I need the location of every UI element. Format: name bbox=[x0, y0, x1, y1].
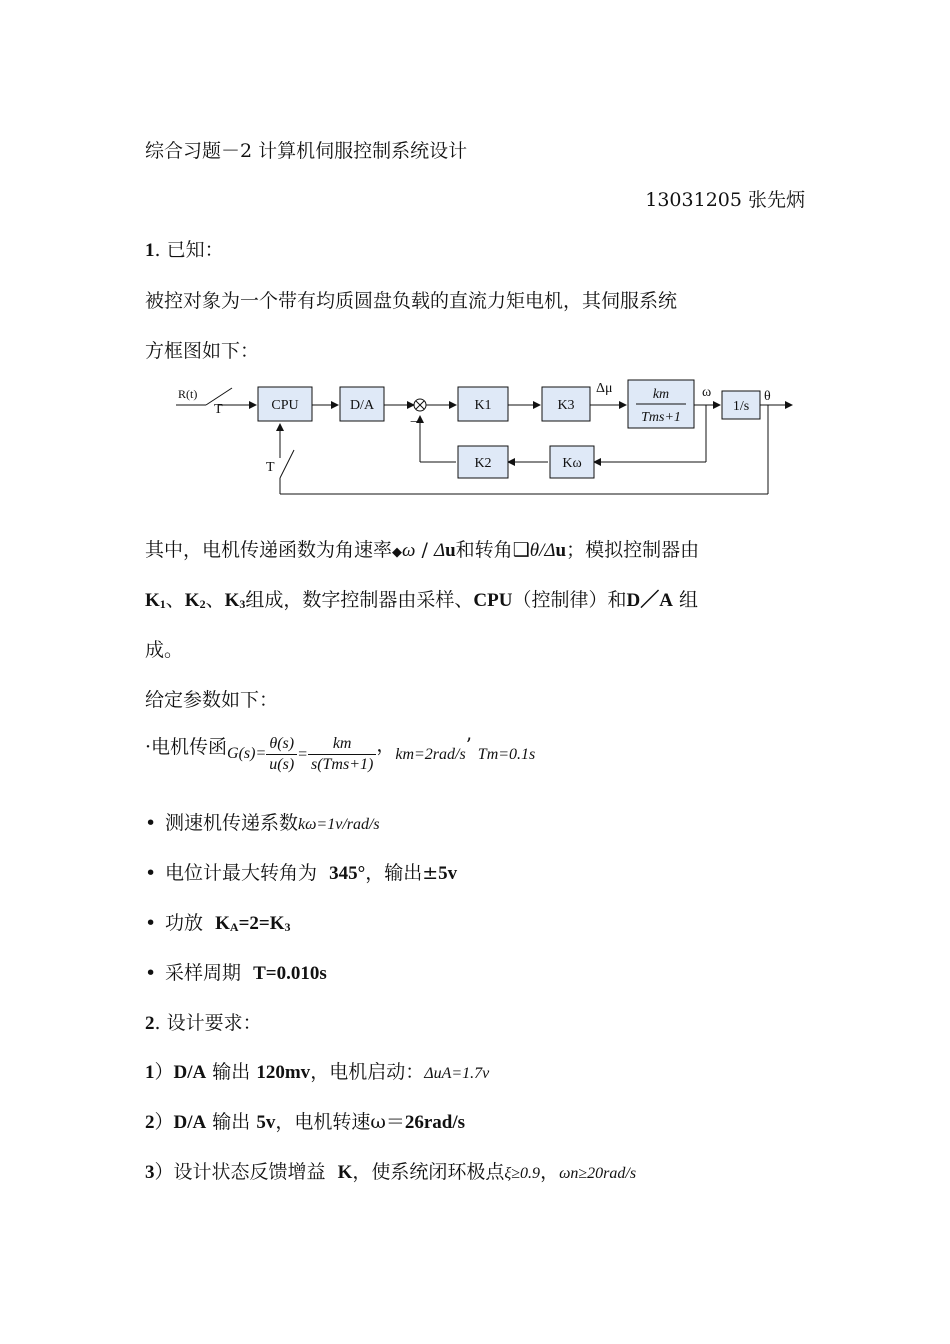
fraction-numerator: km bbox=[308, 734, 376, 755]
desc-line-2 bbox=[145, 587, 698, 617]
desc-line-1 bbox=[145, 537, 699, 566]
plant-denominator: Tms+1 bbox=[641, 410, 681, 425]
section-sep: . bbox=[154, 239, 161, 261]
separator: 、 bbox=[165, 589, 185, 611]
req-value: 120mv bbox=[256, 1062, 311, 1083]
k2-subscript: 2 bbox=[199, 597, 206, 611]
param-math: kω=1v/rad/s bbox=[298, 816, 380, 833]
desc-omega: ω bbox=[402, 540, 416, 561]
desc-delta: Δ bbox=[433, 540, 446, 561]
req-text: 输出 bbox=[212, 1111, 251, 1133]
desc-line-3: 成。 bbox=[145, 639, 184, 661]
section-number: 2 bbox=[145, 1013, 155, 1034]
requirement-3 bbox=[145, 1159, 636, 1187]
req-text: 设计状态反馈增益 bbox=[173, 1161, 326, 1183]
ka-symbol: K bbox=[215, 913, 230, 934]
req-paren: ） bbox=[154, 1161, 174, 1183]
fraction-theta-u bbox=[266, 734, 297, 775]
req-text: ，电机转速ω＝ bbox=[275, 1111, 405, 1133]
req-number: 3 bbox=[145, 1162, 155, 1183]
formula-comma: ’ bbox=[465, 734, 472, 756]
ka-subscript: A bbox=[229, 920, 239, 934]
param-text: 电位计最大转角为 bbox=[165, 862, 318, 884]
param-text: 功放 bbox=[165, 912, 204, 934]
fraction-numerator: θ(s) bbox=[266, 734, 297, 755]
desc-slash: / bbox=[421, 539, 428, 561]
k3-subscript: 3 bbox=[239, 597, 246, 611]
k1-subscript: 1 bbox=[159, 597, 166, 611]
k3-subscript: 3 bbox=[284, 920, 291, 934]
square-icon: ❑ bbox=[512, 539, 530, 561]
fraction-denominator: u(s) bbox=[269, 755, 295, 773]
section-1-heading bbox=[145, 237, 224, 264]
k3-symbol: K bbox=[224, 590, 240, 611]
k1-label: K1 bbox=[474, 398, 492, 413]
k1-symbol: K bbox=[145, 590, 160, 611]
bullet-icon: • bbox=[145, 862, 157, 884]
intro-line-1: 被控对象为一个带有均质圆盘负载的直流力矩电机，其伺服系统 bbox=[145, 290, 678, 312]
author: 13031205 张先炳 bbox=[645, 189, 805, 211]
params-label: 给定参数如下： bbox=[145, 689, 279, 711]
req-value: 26rad/s bbox=[404, 1112, 466, 1133]
desc-text: 和转角 bbox=[455, 539, 513, 561]
desc-theta: θ/Δ bbox=[529, 540, 556, 561]
separator: 、 bbox=[205, 589, 225, 611]
desc-text: 组 bbox=[678, 589, 698, 611]
param-transfer-function bbox=[145, 731, 535, 777]
param-amplifier bbox=[145, 910, 291, 940]
desc-text: （控制律）和 bbox=[512, 589, 627, 611]
page-title: 综合习题－2 计算机伺服控制系统设计 bbox=[145, 140, 468, 162]
diamond-icon: ◆ bbox=[392, 545, 403, 560]
desc-u: u bbox=[555, 540, 567, 561]
bullet-icon: • bbox=[145, 812, 157, 834]
req-math: ξ≥0.9 bbox=[504, 1165, 541, 1182]
block-diagram bbox=[170, 372, 810, 504]
formula-comma: ， bbox=[376, 734, 396, 756]
req-text: ，电机启动： bbox=[310, 1061, 425, 1083]
k2-label: K2 bbox=[474, 456, 492, 471]
km-value: km=2rad/s bbox=[395, 746, 466, 763]
req-comma: ， bbox=[540, 1161, 560, 1183]
formula-equals: = bbox=[297, 746, 308, 763]
desc-text: 组成，数字控制器由采样、 bbox=[245, 589, 474, 611]
k2-symbol: K bbox=[184, 590, 200, 611]
section-number: 1 bbox=[145, 240, 155, 261]
cpu-label: CPU bbox=[271, 398, 299, 413]
da-label: D/A bbox=[349, 398, 375, 413]
req-value: 5v bbox=[256, 1112, 276, 1133]
param-value: 5v bbox=[438, 863, 458, 884]
req-math: ωn≥20rad/s bbox=[559, 1165, 637, 1182]
req-paren: ） bbox=[154, 1061, 174, 1083]
tm-value: Tm=0.1s bbox=[477, 746, 536, 763]
input-label: R(t) bbox=[178, 387, 198, 401]
theta-label: θ bbox=[764, 389, 771, 404]
da-text: D／A bbox=[626, 590, 673, 611]
k3-label: K3 bbox=[557, 398, 575, 413]
omega-label: ω bbox=[702, 385, 712, 400]
desc-u: u bbox=[445, 540, 456, 561]
req-da: D/A bbox=[173, 1112, 207, 1133]
delta-mu-label: Δμ bbox=[596, 381, 613, 396]
requirement-1 bbox=[145, 1059, 489, 1087]
intro-line-2: 方框图如下： bbox=[145, 340, 260, 362]
section-sep: . bbox=[154, 1012, 161, 1034]
switch-t1-label: T bbox=[214, 402, 223, 417]
switch-t2-label: T bbox=[266, 460, 275, 475]
param-prefix: ·电机传函 bbox=[145, 736, 228, 758]
req-number: 1 bbox=[145, 1062, 155, 1083]
formula-lhs: G(s)= bbox=[227, 745, 267, 762]
req-number: 2 bbox=[145, 1112, 155, 1133]
section-2-heading bbox=[145, 1010, 262, 1037]
integrator-label: 1/s bbox=[732, 399, 750, 414]
bullet-icon: • bbox=[145, 912, 157, 934]
desc-text: 其中，电机传递函数为角速率 bbox=[145, 539, 393, 561]
req-text: ，使系统闭环极点 bbox=[352, 1161, 505, 1183]
fraction-denominator: s(Tms+1) bbox=[310, 755, 374, 773]
req-da: D/A bbox=[173, 1062, 207, 1083]
req-math: ΔuA=1.7v bbox=[424, 1065, 490, 1082]
param-value: =2=K bbox=[238, 913, 285, 934]
param-text: 采样周期 bbox=[165, 962, 242, 984]
section-label: 已知： bbox=[166, 239, 224, 261]
param-sampling bbox=[145, 960, 327, 987]
section-label: 设计要求： bbox=[166, 1012, 262, 1034]
fraction-plant bbox=[308, 734, 376, 775]
param-potentiometer bbox=[145, 860, 457, 887]
param-text: 测速机传递系数 bbox=[165, 812, 299, 834]
param-tachometer bbox=[145, 810, 380, 838]
req-k: K bbox=[337, 1162, 353, 1183]
desc-text: ；模拟控制器由 bbox=[566, 539, 700, 561]
bullet-icon: • bbox=[145, 962, 157, 984]
param-value: 345° bbox=[329, 863, 366, 884]
req-text: 输出 bbox=[212, 1061, 251, 1083]
plant-numerator: km bbox=[652, 387, 670, 402]
param-text: ，输出± bbox=[365, 862, 439, 884]
req-paren: ） bbox=[154, 1111, 174, 1133]
param-value: T=0.010s bbox=[253, 963, 327, 984]
komega-label: Kω bbox=[562, 456, 582, 471]
cpu-text: CPU bbox=[473, 590, 513, 611]
requirement-2 bbox=[145, 1109, 465, 1136]
minus-sign: − bbox=[410, 415, 418, 430]
